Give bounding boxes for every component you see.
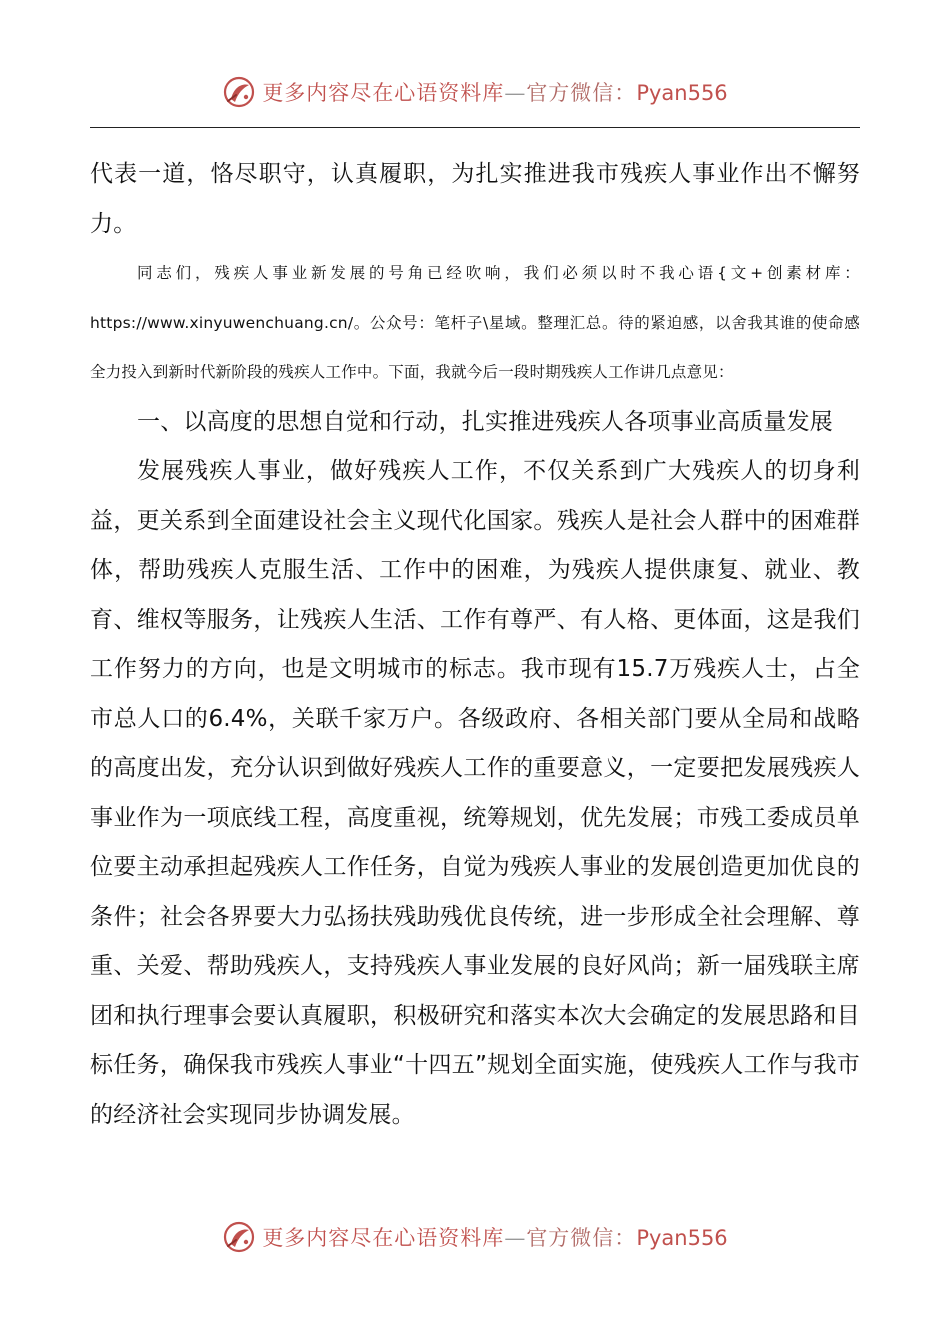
footer-separator: — [504, 1226, 527, 1250]
paragraph-continuation: 代表一道，恪尽职守，认真履职，为扎实推进我市残疾人事业作出不懈努力。 [90, 161, 860, 237]
header-wechat-label: 官方微信： [526, 81, 637, 105]
footer-wechat-label: 官方微信： [526, 1226, 637, 1250]
paragraph-intro: 同志们，残疾人事业新发展的号角已经吹响，我们必须以时不我心语{文+创素材库：https://www.xinyuwenchuang.cn/。公众号：笔杆子\星域。整理汇总。待的紧迫感，以舍我其谁的使命感全力投入到新时代新阶段的残疾人工作中。下面，我就今后一段时期残疾人工作讲几点意见： [90, 264, 860, 381]
footer-text [262, 1222, 727, 1252]
header-wechat-id: Pyan556 [636, 81, 728, 105]
header-divider [90, 127, 860, 128]
header-separator: — [504, 81, 527, 105]
document-body [90, 150, 860, 1140]
footer-wechat-id: Pyan556 [636, 1226, 728, 1250]
paragraph-section-1: 发展残疾人事业，做好残疾人工作，不仅关系到广大残疾人的切身利益，更关系到全面建设社会主义现代化国家。残疾人是社会人群中的困难群体，帮助残疾人克服生活、工作中的困难，为残疾人提供康复、就业、教育、维权等服务，让残疾人生活、工作有尊严、有人格、更体面，这是我们工作努力的方向，也是文明城市的标志。我市现有15.7万残疾人士，占全市总人口的6.4%，关联千家万户。各级政府、各相关部门要从全局和战略的高度出发，充分认识到做好残疾人工作的重要意义，一定要把发展残疾人事业作为一项底线工程，高度重视，统筹规划，优先发展；市残工委成员单位要主动承担起残疾人工作任务，自觉为残疾人事业的发展创造更加优良的条件；社会各界要大力弘扬扶残助残优良传统，进一步形成全社会理解、尊重、关爱、帮助残疾人，支持残疾人事业发展的良好风尚；新一届残联主席团和执行理事会要认真履职，积极研究和落实本次大会确定的发展思路和目标任务，确保我市残疾人事业“十四五”规划全面实施，使残疾人工作与我市的经济社会实现同步协调发展。 [90, 458, 860, 1128]
section-heading-1: 一、以高度的思想自觉和行动，扎实推进残疾人各项事业高质量发展 [137, 408, 833, 435]
logo-icon [222, 75, 256, 109]
header-banner [0, 70, 950, 114]
footer-banner [0, 1215, 950, 1259]
header-text [262, 77, 727, 107]
logo-icon [222, 1220, 256, 1254]
footer-lead: 更多内容尽在心语资料库 [262, 1226, 505, 1250]
header-lead: 更多内容尽在心语资料库 [262, 81, 505, 105]
